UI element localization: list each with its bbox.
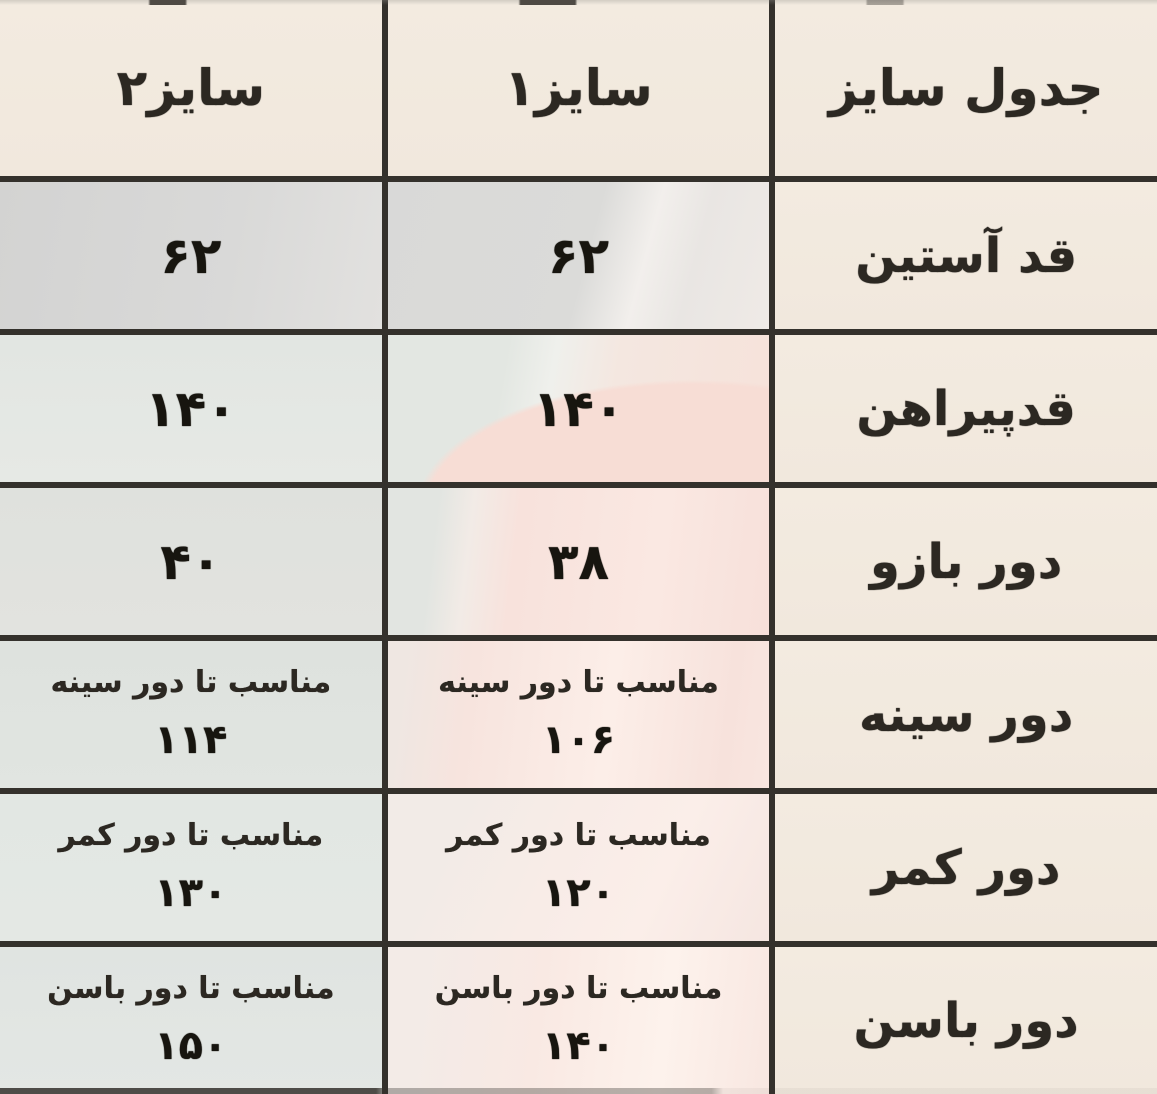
value-cell-bust-size1 bbox=[388, 641, 770, 788]
row-label-cell-shirt-length bbox=[775, 335, 1157, 482]
measure-note: مناسب تا دور سینه bbox=[438, 665, 719, 701]
measure-value: ۶۲ bbox=[160, 226, 222, 285]
column-header-size2: سایز۲ bbox=[116, 59, 266, 117]
value-cell-hip-size2 bbox=[0, 947, 382, 1094]
value-cell-arm-size2 bbox=[0, 488, 382, 635]
column-header-size1: سایز۱ bbox=[504, 59, 653, 117]
row-label-cell-arm-circumference bbox=[775, 488, 1157, 635]
measure-value: ۱۴۰ bbox=[532, 379, 625, 438]
value-cell-shirt-length-size1 bbox=[388, 335, 770, 482]
measure-value: ۱۳۰ bbox=[154, 869, 228, 916]
measure-value: ۱۵۰ bbox=[154, 1022, 228, 1069]
row-label: دور سینه bbox=[859, 686, 1074, 743]
measure-note: مناسب تا دور کمر bbox=[446, 818, 711, 854]
measure-value: ۱۴۰ bbox=[145, 379, 237, 438]
row-label: قد آستین bbox=[855, 227, 1078, 284]
value-cell-waist-size2 bbox=[0, 794, 382, 941]
value-cell-sleeve-length-size2 bbox=[0, 182, 382, 329]
measure-value: ۱۱۴ bbox=[154, 716, 228, 763]
row-label-cell-waist-circumference bbox=[775, 794, 1157, 941]
measure-note: مناسب تا دور باسن bbox=[434, 971, 723, 1007]
value-cell-bust-size2 bbox=[0, 641, 382, 788]
value-cell-hip-size1 bbox=[388, 947, 770, 1094]
measure-value: ۳۸ bbox=[547, 532, 610, 591]
row-label: قدپیراهن bbox=[856, 380, 1076, 437]
measure-value: ۶۲ bbox=[547, 226, 610, 285]
row-label: دور بازو bbox=[870, 533, 1063, 590]
header-size2-cell bbox=[0, 0, 382, 176]
header-title-cell bbox=[775, 0, 1157, 176]
value-cell-waist-size1 bbox=[388, 794, 770, 941]
table-title: جدول سایز bbox=[828, 59, 1104, 117]
value-cell-shirt-length-size2 bbox=[0, 335, 382, 482]
row-label: دور باسن bbox=[853, 992, 1079, 1049]
measure-note: مناسب تا دور سینه bbox=[50, 665, 332, 701]
value-cell-sleeve-length-size1 bbox=[388, 182, 770, 329]
row-label-cell-bust-circumference bbox=[775, 641, 1157, 788]
measure-value: ۱۲۰ bbox=[541, 869, 616, 916]
measure-value: ۱۴۰ bbox=[541, 1022, 616, 1069]
measure-note: مناسب تا دور کمر bbox=[58, 818, 324, 854]
row-label: دور کمر bbox=[871, 839, 1061, 896]
measure-note: مناسب تا دور باسن bbox=[47, 971, 335, 1007]
measure-value: ۱۰۶ bbox=[541, 716, 616, 763]
row-label-cell-hip-circumference bbox=[775, 947, 1157, 1094]
measure-value: ۴۰ bbox=[160, 532, 222, 591]
row-label-cell-sleeve-length bbox=[775, 182, 1157, 329]
value-cell-arm-size1 bbox=[388, 488, 770, 635]
header-size1-cell bbox=[388, 0, 770, 176]
